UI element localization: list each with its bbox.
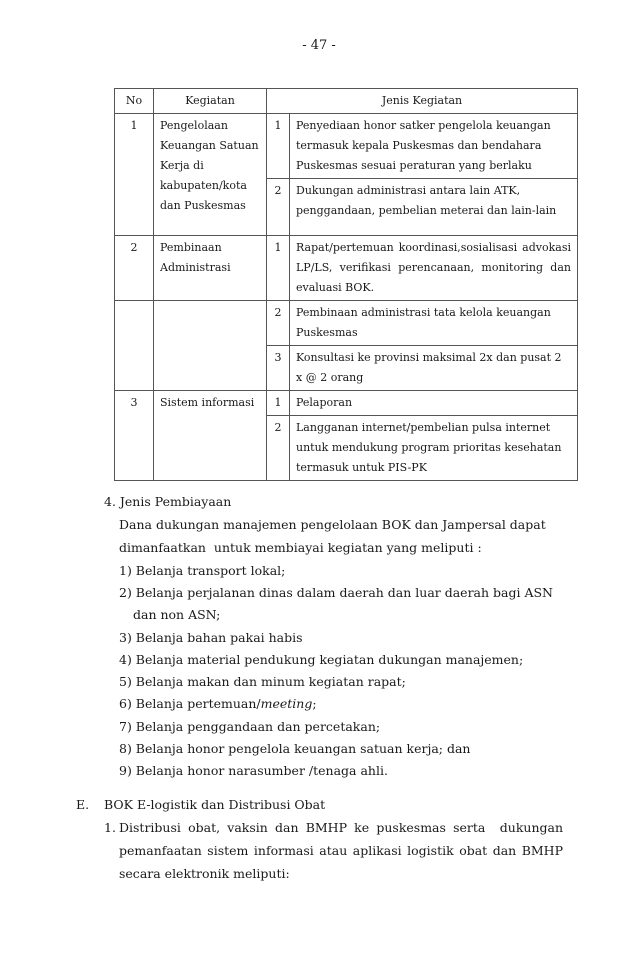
header-no: No bbox=[115, 89, 154, 114]
section-heading: 4. Jenis Pembiayaan bbox=[104, 494, 232, 509]
paragraph-line: Dana dukungan manajemen pengelolaan BOK dan Jampersal dapat bbox=[119, 517, 546, 532]
list-item-number: 1. bbox=[104, 820, 116, 835]
header-jenis: Jenis Kegiatan bbox=[267, 89, 578, 114]
row-no: 2 bbox=[115, 236, 154, 301]
list-item bbox=[119, 696, 317, 711]
kegiatan-table bbox=[114, 88, 578, 481]
item-text: Penyediaan honor satker pengelola keuangan termasuk kepala Puskesmas dan bendahara Puskesmas sesuai peraturan yang berlaku bbox=[290, 114, 578, 179]
page-number: - 47 - bbox=[302, 38, 336, 53]
list-item: 5) Belanja makan dan minum kegiatan rapat; bbox=[119, 674, 406, 689]
list-item-text: 6) Belanja pertemuan/ bbox=[119, 696, 261, 711]
section-title: BOK E-logistik dan Distribusi Obat bbox=[104, 797, 326, 812]
table-header-row bbox=[115, 89, 578, 114]
header-kegiatan: Kegiatan bbox=[154, 89, 267, 114]
table-row bbox=[115, 236, 578, 301]
table-row bbox=[115, 114, 578, 179]
list-item-tail: ; bbox=[312, 696, 317, 711]
list-item: 3) Belanja bahan pakai habis bbox=[119, 630, 303, 645]
item-text: Langganan internet/pembelian pulsa internet untuk mendukung program prioritas kesehatan termasuk untuk PIS-PK bbox=[290, 416, 578, 481]
item-number: 2 bbox=[267, 416, 290, 481]
item-text: Pelaporan bbox=[290, 391, 578, 416]
list-item-italic: meeting bbox=[260, 696, 313, 711]
list-item: 9) Belanja honor narasumber /tenaga ahli. bbox=[119, 763, 388, 778]
list-item: 2) Belanja perjalanan dinas dalam daerah dan luar daerah bagi ASN bbox=[119, 585, 553, 600]
item-text: Pembinaan administrasi tata kelola keuangan Puskesmas bbox=[290, 301, 578, 346]
row-kegiatan: Pembinaan Administrasi bbox=[154, 236, 267, 301]
item-number: 1 bbox=[267, 391, 290, 416]
item-text: Konsultasi ke provinsi maksimal 2x dan pusat 2 x @ 2 orang bbox=[290, 346, 578, 391]
list-item: 4) Belanja material pendukung kegiatan dukungan manajemen; bbox=[119, 652, 524, 667]
paragraph-line: pemanfaatan sistem informasi atau aplikasi logistik obat dan BMHP bbox=[119, 843, 563, 858]
row-no-empty bbox=[115, 301, 154, 391]
table-row bbox=[115, 391, 578, 416]
item-number: 1 bbox=[267, 236, 290, 301]
paragraph-line: dimanfaatkan untuk membiayai kegiatan yang meliputi : bbox=[119, 540, 482, 555]
item-number: 3 bbox=[267, 346, 290, 391]
list-item: 8) Belanja honor pengelola keuangan satuan kerja; dan bbox=[119, 741, 471, 756]
section-letter: E. bbox=[76, 797, 90, 812]
row-no: 3 bbox=[115, 391, 154, 481]
paragraph-line: secara elektronik meliputi: bbox=[119, 866, 290, 881]
item-text: Rapat/pertemuan koordinasi,sosialisasi advokasi LP/LS, verifikasi perencanaan, monitoring dan evaluasi BOK. bbox=[290, 236, 578, 301]
item-number: 1 bbox=[267, 114, 290, 179]
table-row bbox=[115, 301, 578, 346]
item-number: 2 bbox=[267, 301, 290, 346]
item-number: 2 bbox=[267, 179, 290, 236]
list-item: 7) Belanja penggandaan dan percetakan; bbox=[119, 719, 381, 734]
row-kegiatan-empty bbox=[154, 301, 267, 391]
paragraph-line: Distribusi obat, vaksin dan BMHP ke puskesmas serta dukungan bbox=[119, 820, 563, 835]
list-item-continuation: dan non ASN; bbox=[133, 607, 221, 622]
row-no: 1 bbox=[115, 114, 154, 236]
row-kegiatan: Pengelolaan Keuangan Satuan Kerja di kabupaten/kota dan Puskesmas bbox=[154, 114, 267, 236]
item-text: Dukungan administrasi antara lain ATK, penggandaan, pembelian meterai dan lain-lain bbox=[290, 179, 578, 236]
row-kegiatan: Sistem informasi bbox=[154, 391, 267, 481]
list-item: 1) Belanja transport lokal; bbox=[119, 563, 286, 578]
